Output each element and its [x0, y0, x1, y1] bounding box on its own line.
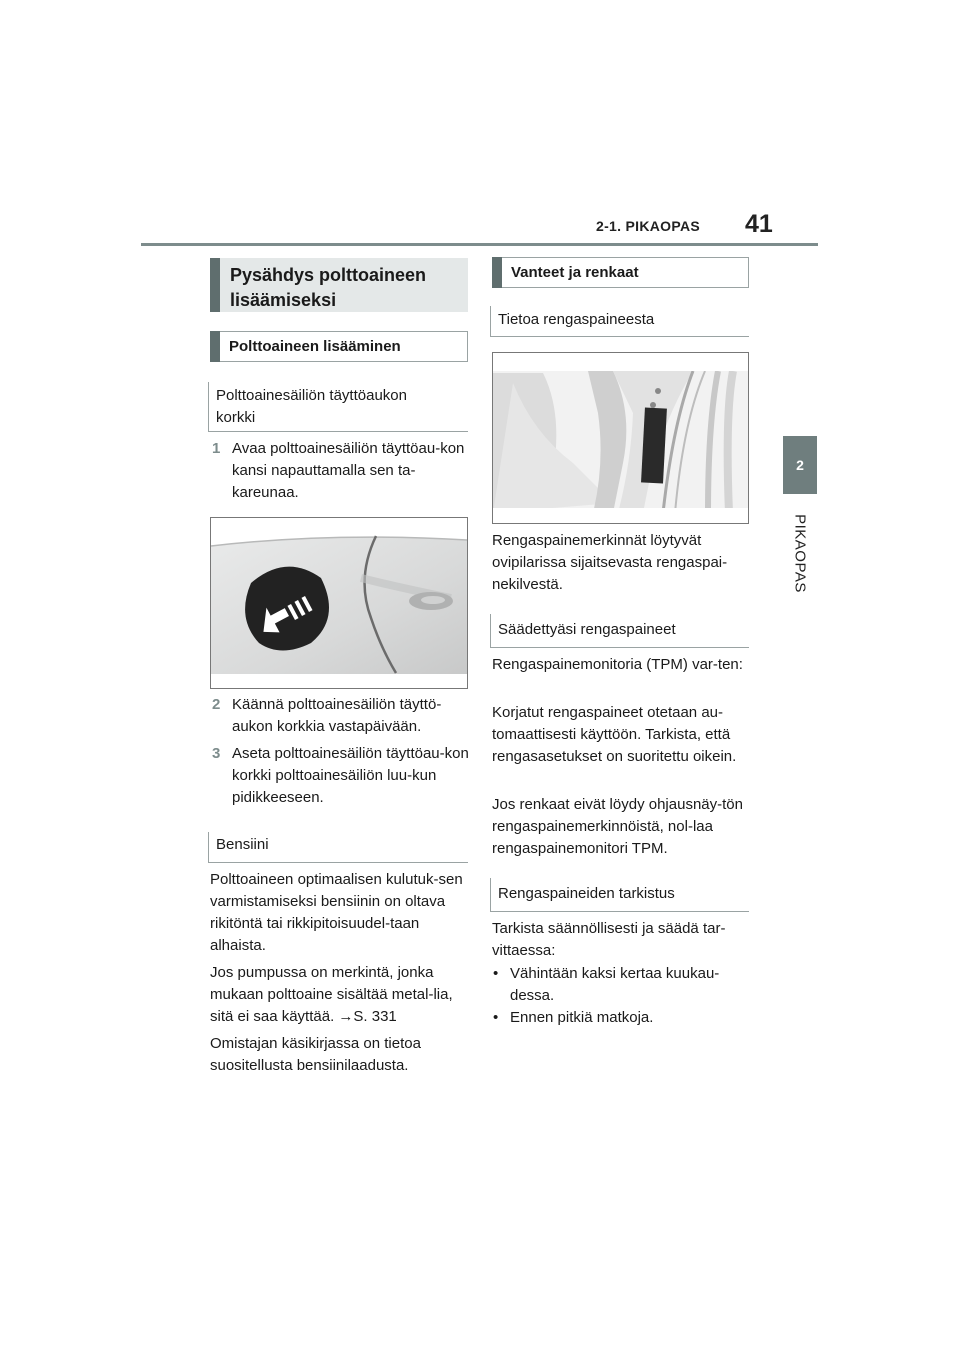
topic-petrol-text: Bensiini: [216, 836, 269, 853]
section-label: 2-1. PIKAOPAS: [596, 218, 700, 234]
page-number: 41: [745, 210, 773, 238]
step-text: Käännä polttoainesäiliön täyttö-aukon korkkia vastapäivään.: [232, 696, 442, 735]
step-1: [212, 438, 472, 504]
chapter-label: PIKAOPAS: [791, 514, 809, 593]
step-number: 2: [212, 696, 221, 713]
image-caption: Rengaspainemerkinnät löytyvät ovipilarissa sijaitsevasta rengaspai-nekilvestä.: [492, 532, 728, 593]
bullet-dot: •: [493, 1009, 499, 1026]
check-intro: Tarkista säännöllisesti ja säädä tar-vittaessa:: [492, 920, 726, 959]
sub-heading-wheels-text: Vanteet ja renkaat: [511, 264, 639, 281]
paragraph: Jos renkaat eivät löydy ohjausnäy-tön rengaspainemerkinnöistä, nol-laa rengaspainemonitori TPM.: [492, 796, 743, 857]
bullet-dot: •: [493, 965, 499, 982]
sub-heading-fuel: [210, 331, 468, 362]
door-pillar-illustration: [492, 352, 749, 524]
topic-after-adjusting: [490, 614, 749, 648]
topic-pressure-check: [490, 878, 749, 912]
bullet-item: [493, 963, 755, 1007]
header-divider: [141, 243, 818, 246]
chapter-tab: [783, 436, 817, 494]
step-number: 1: [212, 440, 221, 457]
step-text: Avaa polttoainesäiliön täyttöau-kon kansi napauttamalla sen ta-kareunaa.: [232, 440, 465, 501]
topic-tire-pressure-info-text: Tietoa rengaspaineesta: [498, 311, 655, 328]
paragraph: Omistajan käsikirjassa on tietoa suositellusta bensiinilaadusta.: [210, 1035, 421, 1074]
step-3: [212, 743, 472, 809]
paragraph: Jos pumpussa on merkintä, jonka mukaan polttoaine sisältää metal-lia, sitä ei saa käyttää. →S. 331: [210, 964, 453, 1025]
topic-tire-pressure-info: [490, 306, 749, 337]
step-number: 3: [212, 745, 221, 762]
paragraph: Korjatut rengaspaineet otetaan au-tomaattisesti käyttöön. Tarkista, että rengasasetukset on suoritettu oikein.: [492, 704, 737, 765]
topic-fuel-cap: [208, 382, 468, 432]
main-heading: [210, 258, 468, 312]
topic-petrol: [208, 832, 468, 863]
step-2: [212, 694, 472, 738]
sub-heading-wheels: [492, 257, 749, 288]
chapter-number: 2: [796, 457, 804, 473]
topic-fuel-cap-text: Polttoainesäiliön täyttöaukon korkki: [216, 387, 407, 426]
paragraph: Polttoaineen optimaalisen kulutuk-sen varmistamiseksi bensiinin on oltava rikitöntä tai rikkipitoisuudel-taan alhaista.: [210, 871, 463, 954]
main-heading-text: Pysähdys polttoaineen lisäämiseksi: [230, 265, 427, 310]
fuel-cap-illustration: [210, 517, 468, 689]
bullet-item: [493, 1007, 755, 1029]
topic-after-adjusting-text: Säädettyäsi rengaspaineet: [498, 621, 676, 638]
bullet-text: Ennen pitkiä matkoja.: [510, 1009, 654, 1026]
paragraph: Rengaspainemonitoria (TPM) var-ten:: [492, 656, 743, 673]
sub-heading-fuel-text: Polttoaineen lisääminen: [229, 338, 401, 355]
step-text: Aseta polttoainesäiliön täyttöau-kon korkki polttoainesäiliön luu-kun pidikkeeseen.: [232, 745, 469, 806]
bullet-text: Vähintään kaksi kertaa kuukau-dessa.: [510, 965, 720, 1004]
topic-pressure-check-text: Rengaspaineiden tarkistus: [498, 885, 675, 902]
